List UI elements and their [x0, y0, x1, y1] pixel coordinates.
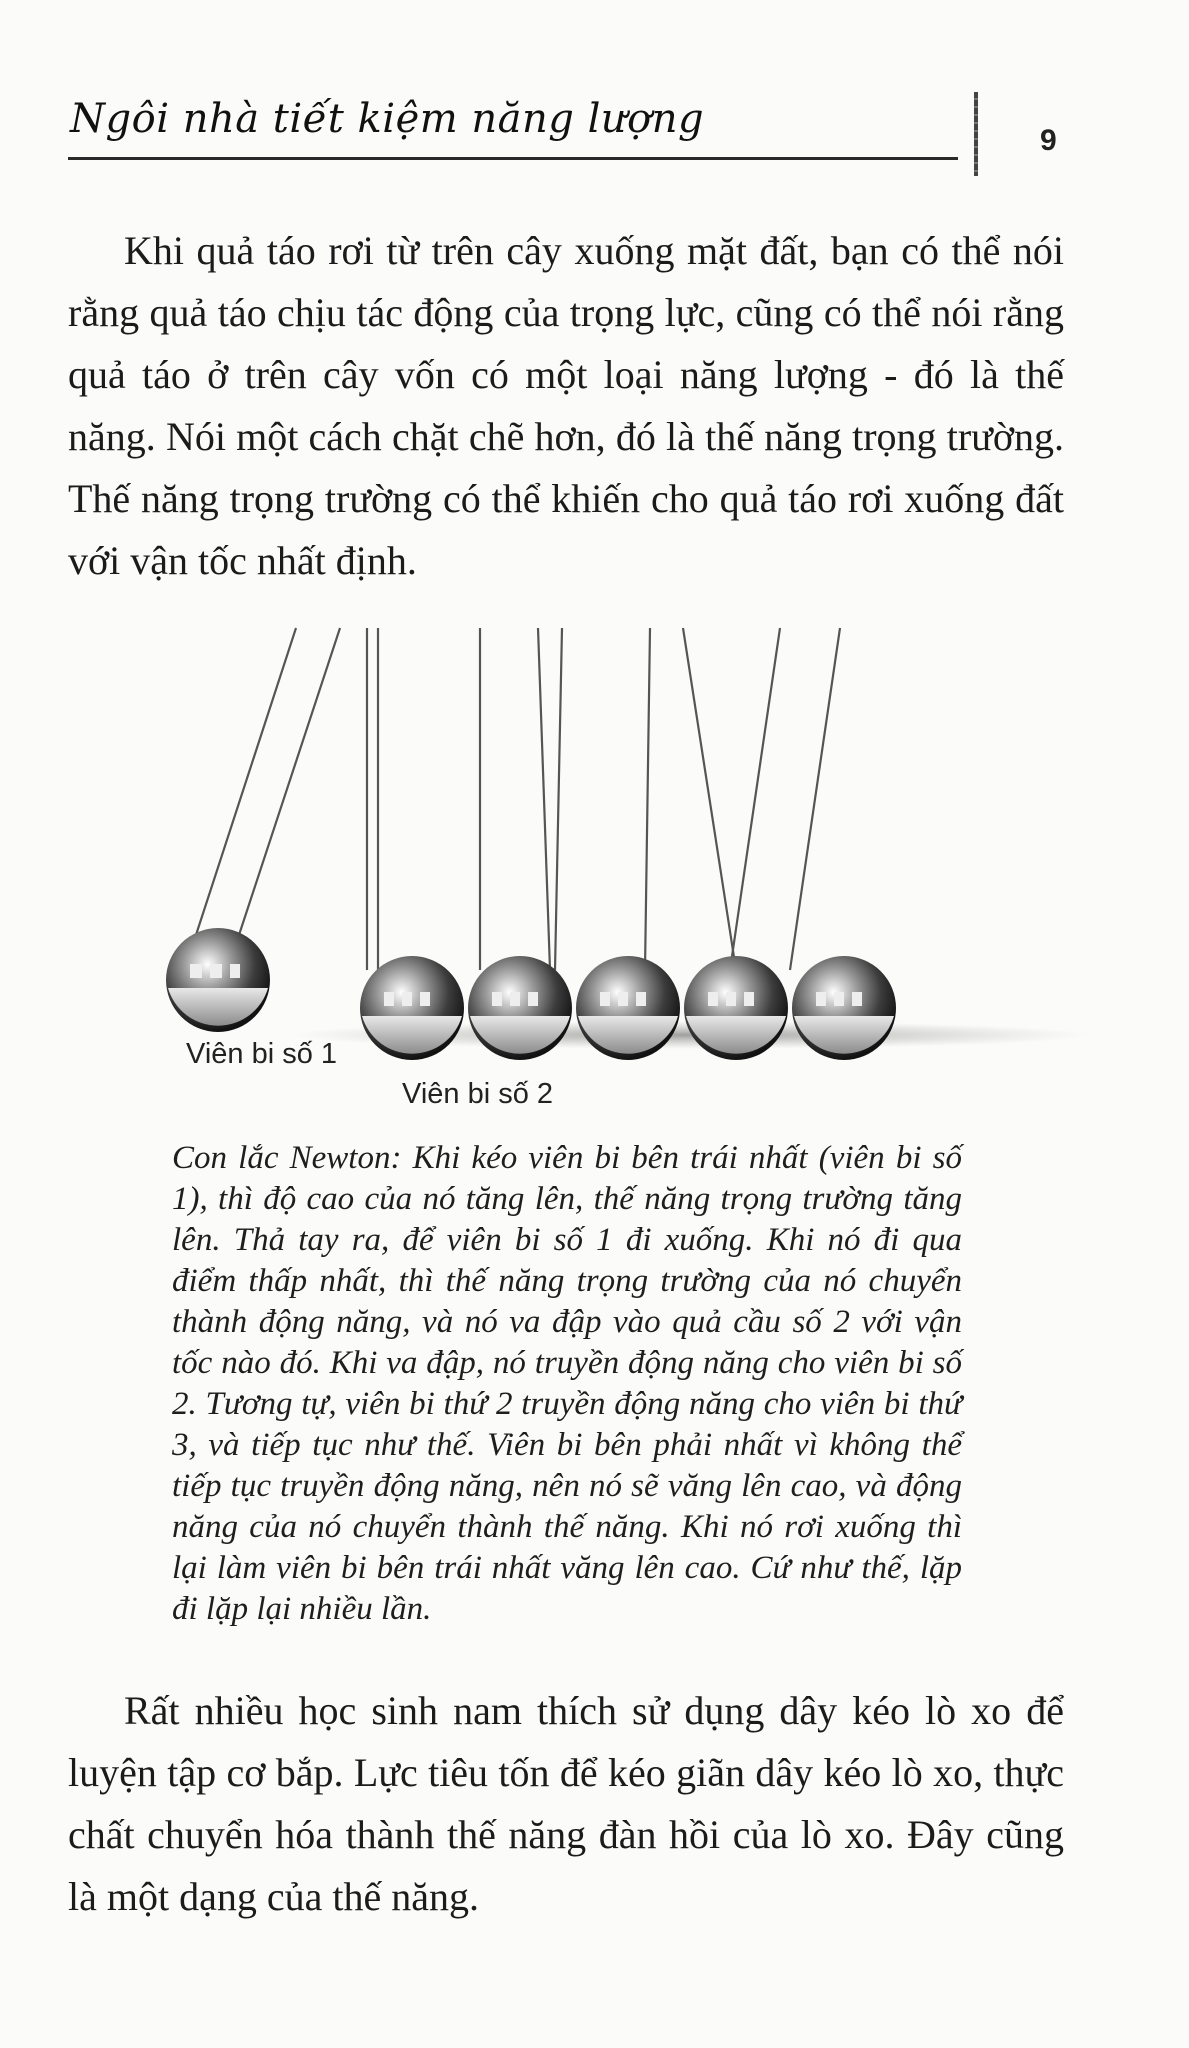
figure-caption: Con lắc Newton: Khi kéo viên bi bên trái nhất (viên bi số 1), thì độ cao của nó tăng lên, thế năng trọng trường tăng lên. Thả tay ra, để viên bi số 1 đi xuống. Khi nó đi qua điểm thấp nhất, thì thế năng trọng trường của nó chuyển thành động năng, và nó va đập vào quả cầu số 2 với vận tốc nào đó. Khi va đập, nó truyền động năng cho viên bi số 2. Tương tự, viên bi thứ 2 truyền động năng cho viên bi thứ 3, và tiếp tục như thế. Viên bi bên phải nhất vì không thể tiếp tục truyền động năng, nên nó sẽ văng lên cao, và động năng của nó chuyển thành thế năng. Khi nó rơi xuống thì lại làm viên bi bên trái nhất văng lên cao. Cứ như thế, lặp đi lặp lại nhiều lần.	[172, 1140, 962, 1627]
newtons-cradle-figure	[150, 620, 1090, 1120]
label-ball-1: Viên bi số 1	[186, 1038, 338, 1070]
ball-5	[684, 956, 788, 1060]
ball-6	[792, 956, 896, 1060]
ball-1	[166, 928, 270, 1032]
header-rule	[68, 157, 958, 160]
header-divider	[974, 92, 978, 176]
paragraph-text: Khi quả táo rơi từ trên cây xuống mặt đất, bạn có thể nói rằng quả táo chịu tác động của trọng lực, cũng có thể nói rằng quả táo ở trên cây vốn có một loại năng lượng - đó là thế năng. Nói một cách chặt chẽ hơn, đó là thế năng trọng trường. Thế năng trọng trường có thể khiến cho quả táo rơi xuống đất với vận tốc nhất định.	[68, 228, 1064, 583]
ball-4	[576, 956, 680, 1060]
running-title: Ngôi nhà tiết kiệm năng lượng	[70, 96, 705, 142]
page-number: 9	[1040, 124, 1057, 157]
string	[195, 628, 296, 938]
string	[238, 628, 340, 938]
ball-3	[468, 956, 572, 1060]
label-ball-2: Viên bi số 2	[402, 1078, 554, 1110]
body-paragraph-1	[68, 220, 1064, 592]
ball-2	[360, 956, 464, 1060]
body-paragraph-2	[68, 1680, 1064, 1928]
paragraph-text: Rất nhiều học sinh nam thích sử dụng dây kéo lò xo để luyện tập cơ bắp. Lực tiêu tốn để kéo giãn dây kéo lò xo, thực chất chuyển hóa thành thế năng đàn hồi của lò xo. Đây cũng là một dạng của thế năng.	[68, 1688, 1064, 1919]
